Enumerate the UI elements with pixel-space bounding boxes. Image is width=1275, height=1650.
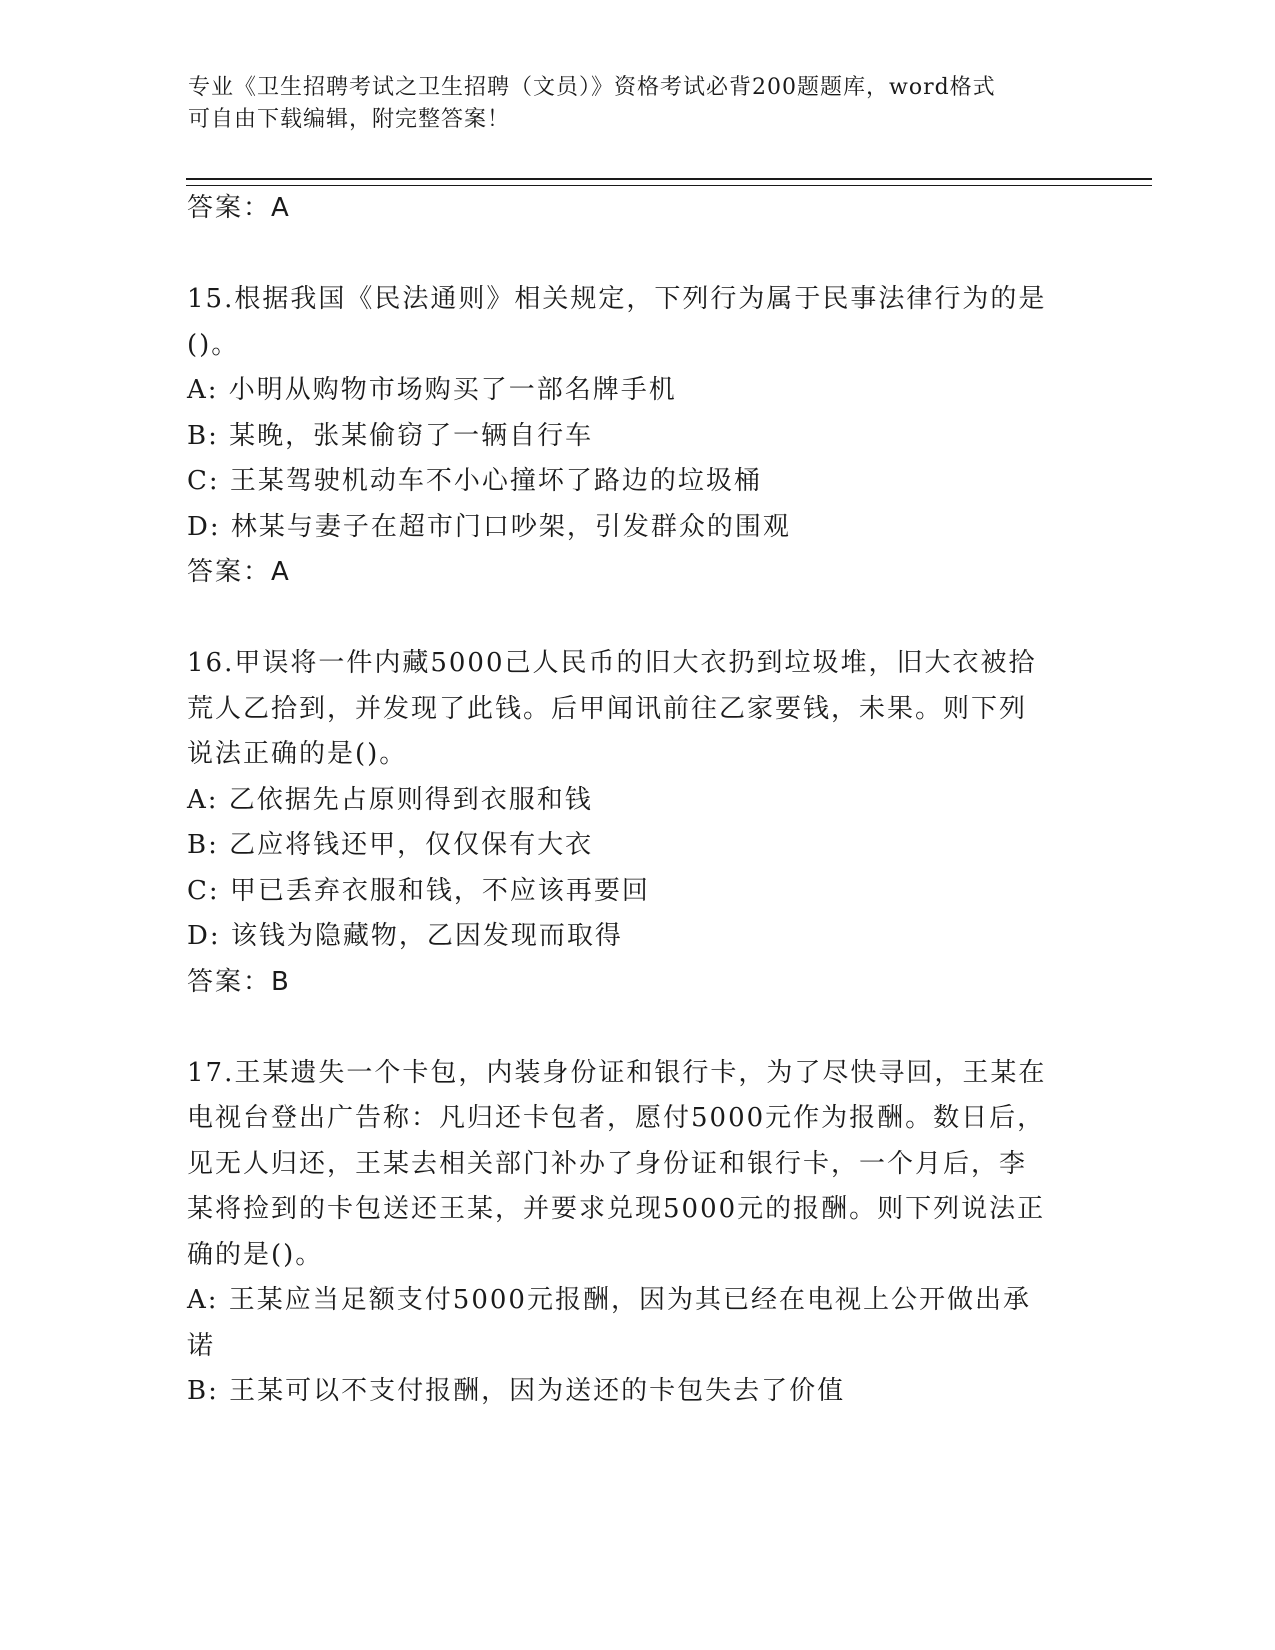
option-a: A: 王某应当足额支付5000元报酬，因为其已经在电视上公开做出承	[187, 1285, 1031, 1315]
question-stem-line: 17.王某遗失一个卡包，内装身份证和银行卡，为了尽快寻回，王某在	[187, 1057, 1047, 1088]
option-b: B: 王某可以不支付报酬，因为送还的卡包失去了价值	[187, 1376, 846, 1406]
question-16	[187, 641, 1087, 1005]
question-answer: 答案：B	[187, 966, 291, 997]
option-b: B: 乙应将钱还甲，仅仅保有大衣	[187, 830, 594, 860]
option-d: D: 该钱为隐藏物，乙因发现而取得	[187, 921, 623, 951]
spacer	[187, 1005, 1087, 1051]
question-stem-line: ()。	[187, 329, 240, 360]
option-a: A: 小明从购物市场购买了一部名牌手机	[187, 375, 677, 405]
option-a: A: 乙依据先占原则得到衣服和钱	[187, 784, 593, 815]
question-stem-line: 15.根据我国《民法通则》相关规定，下列行为属于民事法律行为的是	[187, 284, 1047, 314]
question-stem-line: 说法正确的是()。	[187, 739, 408, 769]
question-17	[187, 1051, 1087, 1415]
question-stem-line: 16.甲误将一件内藏5000己人民币的旧大衣扔到垃圾堆，旧大衣被拾	[187, 648, 1037, 678]
question-stem-line: 荒人乙拾到，并发现了此钱。后甲闻讯前往乙家要钱，未果。则下列	[187, 693, 1028, 724]
option-c: C: 王某驾驶机动车不小心撞坏了路边的垃圾桶	[187, 466, 762, 496]
option-c: C: 甲已丢弃衣服和钱，不应该再要回	[187, 875, 650, 906]
header-line-2: 可自由下载编辑，附完整答案！	[188, 107, 511, 132]
spacer	[187, 596, 1087, 642]
header-line-1: 专业《卫生招聘考试之卫生招聘（文员）》资格考试必背200题题库，word格式	[188, 75, 996, 100]
question-list	[187, 186, 1087, 1415]
question-answer: 答案：A	[187, 557, 291, 587]
header-divider	[186, 178, 1152, 186]
option-a-continued: 诺	[187, 1330, 216, 1361]
question-stem-line: 确的是()。	[187, 1239, 324, 1270]
spacer	[187, 232, 1087, 278]
question-stem-line: 电视台登出广告称：凡归还卡包者，愿付5000元作为报酬。数日后，	[187, 1103, 1046, 1133]
question-stem-line: 某将捡到的卡包送还王某，并要求兑现5000元的报酬。则下列说法正	[187, 1194, 1046, 1224]
document-header	[188, 72, 1068, 136]
option-b: B: 某晚，张某偷窃了一辆自行车	[187, 420, 594, 451]
option-d: D: 林某与妻子在超市门口吵架，引发群众的围观	[187, 511, 791, 542]
previous-answer: 答案：A	[187, 193, 291, 223]
question-stem-line: 见无人归还，王某去相关部门补办了身份证和银行卡，一个月后，李	[187, 1148, 1028, 1179]
question-15	[187, 277, 1087, 596]
